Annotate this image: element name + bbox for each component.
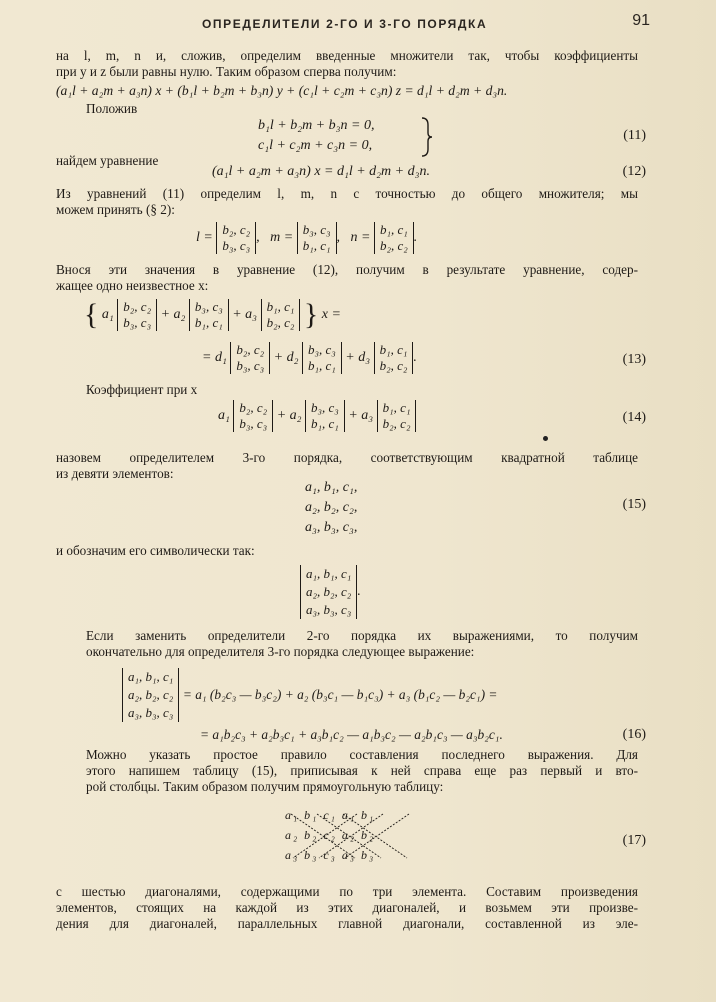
det-row: b₁, c₁ (311, 416, 339, 431)
equation-number: (13) (622, 352, 646, 367)
equation-number: (11) (623, 128, 646, 143)
det-row: b₁, c₁ (266, 299, 295, 314)
table-row: a₃ b₃ c₃ a₃ b₃ (285, 848, 376, 862)
text-line: этого напишем таблицу (15), приписывая к ней справа еще раз первый и вто- (86, 763, 638, 778)
det-row: a₃, b₃, c₃ (306, 602, 352, 617)
end-punct: . (413, 230, 418, 245)
text-line: Коэффициент при x (86, 382, 198, 397)
text-line: найдем уравнение (56, 153, 159, 168)
ink-spot-icon (543, 436, 548, 441)
table-17 (285, 806, 415, 868)
det-3x3 (122, 668, 179, 722)
paragraph-diagonals (56, 884, 638, 932)
det-13-3 (261, 299, 301, 331)
equation-number: (14) (622, 410, 646, 425)
table-row: a₁, b₁, c₁, (305, 480, 358, 495)
table-row: a₂, b₂, c₂, (305, 500, 358, 515)
det-14-2 (305, 400, 345, 432)
det-row: b₂, c₂ (379, 238, 408, 253)
text-line: жащее одно неизвестное x: (56, 278, 209, 293)
paragraph-symbolic (56, 543, 638, 559)
text-line: Если заменить определители 2-го порядка их выражениями, то получим (86, 628, 638, 643)
coef-a3: + a₃ (348, 408, 374, 423)
text-line: с шестью диагоналями, содержащими по три элемента. Составим произведения (56, 884, 638, 899)
end-punct: . (413, 350, 417, 365)
text-line: элементов, стоящих на каждой из этих диагоналей, и возьмем эти произве- (56, 900, 638, 915)
det-13-2 (189, 299, 229, 331)
eq11-line1: b₁l + b₂m + b₃n = 0, (258, 118, 375, 133)
end-punct: . (357, 584, 361, 599)
equation-16-line1 (122, 668, 497, 722)
coef-a2: + a₂ (276, 408, 302, 423)
left-brace-icon: { (84, 298, 99, 331)
x-equals: x = (321, 307, 341, 322)
det-14-3 (377, 400, 417, 432)
coef-d2: + d₂ (273, 350, 299, 365)
text-line: назовем определителем 3-го порядка, соответствующим квадратной таблице (56, 450, 638, 465)
eq11-line2: c₁l + c₂m + c₃n = 0, (258, 138, 373, 153)
equation-number: (16) (622, 727, 646, 742)
det-row: b₃, c₃ (123, 315, 152, 330)
det-row: a₂, b₂, c₂ (128, 687, 174, 702)
table-row: a₃, b₃, c₃, (305, 520, 358, 535)
table-row: a₂ b₂ c₂ a₂ b₂ (285, 828, 376, 842)
paragraph-substitute (56, 262, 638, 294)
equation-13-line2 (202, 342, 417, 374)
page-header (90, 12, 650, 36)
coef-a2: + a₂ (160, 307, 186, 322)
det-3x3 (300, 565, 357, 619)
text-line: Можно указать простое правило составления последнего выражения. Для (86, 747, 638, 762)
right-brace-icon (420, 116, 434, 158)
det-row: b₃, c₃ (236, 358, 265, 373)
det-row: b₂, c₂ (382, 416, 411, 431)
det-13-3 (374, 342, 414, 374)
det-row: a₂, b₂, c₂ (306, 584, 352, 599)
text-line: Положив (86, 101, 138, 116)
separator: , (256, 230, 260, 245)
det-row: b₂, c₂ (239, 400, 268, 415)
det-row: b₂, c₂ (123, 299, 152, 314)
text-line: из девяти элементов: (56, 466, 174, 481)
text-line: Внося эти значения в уравнение (12), получим в результате уравнение, содер- (56, 262, 638, 277)
det-row: b₃, c₃ (307, 342, 336, 357)
equation-13-line1 (84, 298, 341, 332)
right-brace-icon: } (303, 298, 319, 331)
paragraph-lmn (56, 186, 638, 218)
paragraph-expansion (56, 628, 638, 660)
expansion: = a₁ (b₂c₃ — b₃c₂) + a₂ (b₃c₁ — b₁c₃) + a₃ (b₁c₂ — b₂c₁) = (182, 687, 498, 702)
paragraph-polozhiv (56, 101, 638, 117)
det-row: b₁, c₁ (379, 342, 408, 357)
det-row: a₃, b₃, c₃ (128, 705, 174, 720)
det-l (216, 222, 256, 254)
l-label: l = (196, 230, 213, 245)
det-row: b₃, c₃ (302, 222, 331, 237)
det-row: b₃, c₃ (194, 299, 223, 314)
coef-d3: + d₃ (345, 350, 371, 365)
separator: , (336, 230, 341, 245)
equation-number: (17) (622, 833, 646, 848)
running-head: ОПРЕДЕЛИТЕЛИ 2-ГО И 3-ГО ПОРЯДКА (202, 17, 488, 31)
det-row: b₃, c₃ (222, 238, 251, 253)
det-row: b₃, c₃ (239, 416, 268, 431)
det-row: b₁, c₁ (302, 238, 331, 253)
det-n (374, 222, 414, 254)
coef-d1: = d₁ (202, 350, 227, 365)
n-label: n = (350, 230, 371, 245)
equation-number: (12) (622, 164, 646, 179)
table-15 (305, 478, 357, 538)
det-row: b₁, c₁ (379, 222, 408, 237)
det-row: b₁, c₁ (382, 400, 411, 415)
page-number: 91 (632, 12, 650, 29)
det-row: b₂, c₂ (379, 358, 408, 373)
det-row: a₁, b₁, c₁ (306, 566, 352, 581)
symbolic-determinant (300, 565, 361, 619)
det-row: b₃, c₃ (311, 400, 339, 415)
text-line: и обозначим его символически так: (56, 543, 255, 558)
text-line: Из уравнений (11) определим l, m, n с точностью до общего множителя; мы (56, 186, 638, 201)
lmn-determinants (196, 222, 417, 254)
coef-a1: a₁ (101, 307, 114, 322)
text-line: дения для диагоналей, параллельных главной диагонали, составленной из эле- (56, 916, 638, 931)
m-label: m = (270, 230, 294, 245)
det-14-1 (233, 400, 273, 432)
coef-a1: a₁ (218, 408, 230, 423)
det-row: b₂, c₂ (266, 315, 295, 330)
det-row: b₁, c₁ (194, 315, 223, 330)
equation-16-line2: = a₁b₂c₃ + a₂b₃c₁ + a₃b₁c₂ — a₁b₃c₂ — a₂b₁c₃ — a₃b₂c₁. (200, 727, 503, 742)
det-13-1 (230, 342, 270, 374)
diagonal-lines (285, 806, 415, 868)
coef-a3: + a₃ (232, 307, 258, 322)
equation-12: (a₁l + a₂m + a₃n) x = d₁l + d₂m + d₃n. (212, 164, 430, 179)
det-13-1 (117, 299, 157, 331)
det-row: b₂, c₂ (236, 342, 265, 357)
paragraph-intro (56, 48, 638, 80)
equation-number: (15) (622, 497, 646, 512)
table-row: a₁ b₁ c₁ a₁ b₁ (285, 808, 376, 822)
equation-14 (218, 400, 416, 432)
text-line: при y и z были равны нулю. Таким образом сперва получим: (56, 64, 397, 79)
text-line: на l, m, n и, сложив, определим введенные множители так, чтобы коэффициенты (56, 48, 638, 63)
paragraph-rule (56, 747, 638, 795)
paragraph-coef (56, 382, 638, 398)
det-13-2 (302, 342, 342, 374)
det-row: b₂, c₂ (222, 222, 251, 237)
text-line: можем принять (§ 2): (56, 202, 175, 217)
equation-intro: (a₁l + a₂m + a₃n) x + (b₁l + b₂m + b₃n) y + (c₁l + c₂m + c₃n) z = d₁l + d₂m + d₃n. (56, 83, 508, 98)
text-line: окончательно для определителя 3-го порядка следующее выражение: (86, 644, 475, 659)
det-row: b₁, c₁ (307, 358, 336, 373)
det-row: a₁, b₁, c₁ (128, 669, 174, 684)
det-m (297, 222, 337, 254)
text-line: рой столбцы. Таким образом получим прямоугольную таблицу: (86, 779, 444, 794)
